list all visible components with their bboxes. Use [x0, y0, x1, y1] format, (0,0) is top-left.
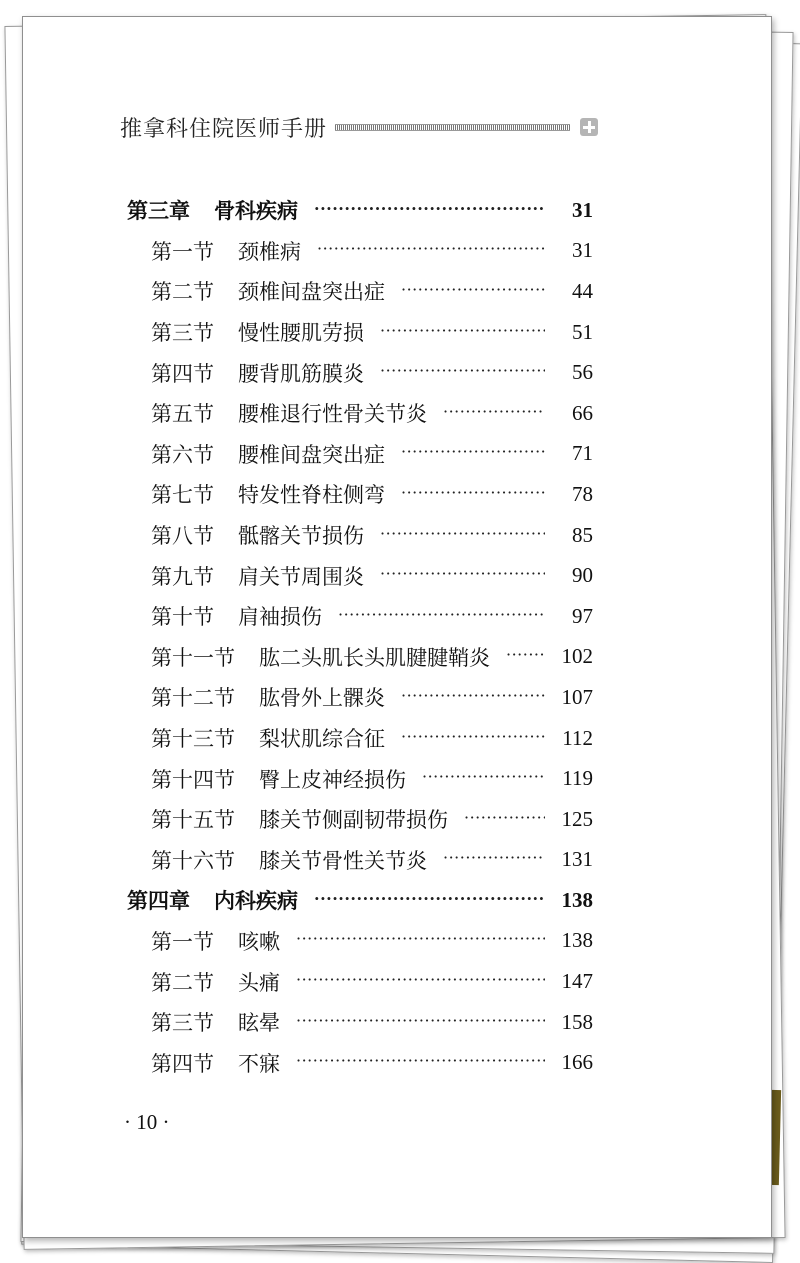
- toc-entry-number: 第十节: [151, 605, 214, 630]
- header-rule: [335, 124, 570, 131]
- toc-section-entry[interactable]: [127, 393, 593, 434]
- toc-chapter-entry[interactable]: [127, 880, 593, 921]
- toc-page-number: 71: [572, 441, 593, 466]
- dot-leader: [380, 564, 545, 583]
- toc-entry-title: 颈椎间盘突出症: [238, 280, 385, 305]
- dot-leader: [380, 524, 545, 543]
- dot-leader: [443, 402, 545, 421]
- toc-page-number: 131: [561, 847, 593, 872]
- toc-section-entry[interactable]: [127, 1002, 593, 1043]
- toc-entry-number: 第三章: [127, 198, 190, 224]
- toc-section-entry[interactable]: [127, 758, 593, 799]
- toc-page-number: 102: [561, 644, 593, 669]
- toc-entry-title: 膝关节骨性关节炎: [259, 848, 427, 873]
- dot-leader: [380, 321, 545, 340]
- toc-entry-title: 臀上皮神经损伤: [259, 767, 406, 792]
- toc-page-number: 112: [562, 725, 593, 750]
- toc-entry-title: 颈椎病: [238, 239, 301, 264]
- dot-leader: [401, 686, 545, 705]
- toc-entry-number: 第四节: [151, 1051, 214, 1076]
- toc-section-entry[interactable]: [127, 677, 593, 718]
- toc-entry-number: 第二节: [151, 970, 214, 995]
- toc-page-number: 158: [561, 1009, 593, 1034]
- dot-leader: [314, 199, 545, 218]
- toc-entry-number: 第一节: [151, 929, 214, 954]
- toc-entry-title: 肩袖损伤: [238, 605, 322, 630]
- toc-page-number: 125: [561, 806, 593, 831]
- toc-entry-title: 特发性脊柱侧弯: [238, 483, 385, 508]
- toc-section-entry[interactable]: [127, 434, 593, 475]
- dot-leader: [422, 767, 545, 786]
- toc-section-entry[interactable]: [127, 312, 593, 353]
- toc-entry-title: 眩晕: [238, 1011, 280, 1036]
- toc-entry-number: 第十一节: [151, 645, 235, 670]
- toc-entry-title: 骨科疾病: [214, 198, 298, 224]
- toc-page-number: 85: [572, 522, 593, 547]
- toc-entry-number: 第六节: [151, 442, 214, 467]
- book-title: 推拿科住院医师手册: [120, 116, 328, 142]
- toc-entry-title: 慢性腰肌劳损: [238, 321, 364, 346]
- toc-page-number: 51: [572, 319, 593, 344]
- toc-entry-number: 第一节: [151, 239, 214, 264]
- dot-leader: [506, 645, 545, 664]
- toc-section-entry[interactable]: [127, 921, 593, 962]
- toc-section-entry[interactable]: [127, 271, 593, 312]
- plus-icon: [580, 118, 598, 136]
- toc-section-entry[interactable]: [127, 718, 593, 759]
- dot-leader: [296, 970, 545, 989]
- table-of-contents: [127, 190, 593, 1083]
- toc-entry-title: 腰椎间盘突出症: [238, 442, 385, 467]
- toc-entry-number: 第四节: [151, 361, 214, 386]
- toc-entry-number: 第四章: [127, 888, 190, 914]
- dot-leader: [401, 280, 545, 299]
- dot-leader: [314, 889, 545, 908]
- toc-entry-number: 第二节: [151, 280, 214, 305]
- toc-page-number: 138: [561, 887, 593, 912]
- dot-leader: [401, 483, 545, 502]
- toc-page-number: 138: [561, 928, 593, 953]
- toc-section-entry[interactable]: [127, 474, 593, 515]
- toc-section-entry[interactable]: [127, 596, 593, 637]
- toc-entry-title: 内科疾病: [214, 888, 298, 914]
- dot-leader: [443, 848, 545, 867]
- toc-section-entry[interactable]: [127, 1042, 593, 1083]
- dot-leader: [464, 808, 545, 827]
- toc-chapter-entry[interactable]: [127, 190, 593, 231]
- toc-page-number: 78: [572, 481, 593, 506]
- toc-entry-number: 第三节: [151, 1011, 214, 1036]
- toc-entry-title: 膝关节侧副韧带损伤: [259, 808, 448, 833]
- dot-leader: [296, 1051, 545, 1070]
- toc-page-number: 166: [561, 1050, 593, 1075]
- toc-page-number: 31: [572, 197, 593, 222]
- toc-section-entry[interactable]: [127, 515, 593, 556]
- toc-page-number: 31: [572, 238, 593, 263]
- toc-entry-number: 第十六节: [151, 848, 235, 873]
- toc-entry-number: 第七节: [151, 483, 214, 508]
- toc-section-entry[interactable]: [127, 799, 593, 840]
- toc-entry-title: 咳嗽: [238, 929, 280, 954]
- dot-leader: [296, 1011, 545, 1030]
- toc-page-number: 66: [572, 400, 593, 425]
- toc-entry-title: 骶髂关节损伤: [238, 524, 364, 549]
- dot-leader: [401, 442, 545, 461]
- toc-page-number: 56: [572, 360, 593, 385]
- toc-entry-title: 肱骨外上髁炎: [259, 686, 385, 711]
- toc-entry-number: 第十五节: [151, 808, 235, 833]
- dot-leader: [380, 361, 545, 380]
- toc-page-number: 97: [572, 603, 593, 628]
- toc-entry-number: 第十二节: [151, 686, 235, 711]
- toc-section-entry[interactable]: [127, 555, 593, 596]
- toc-entry-number: 第三节: [151, 321, 214, 346]
- toc-section-entry[interactable]: [127, 352, 593, 393]
- toc-entry-title: 头痛: [238, 970, 280, 995]
- toc-page-number: 44: [572, 278, 593, 303]
- dot-leader: [296, 929, 545, 948]
- toc-entry-title: 不寐: [238, 1051, 280, 1076]
- toc-section-entry[interactable]: [127, 637, 593, 678]
- toc-entry-number: 第十四节: [151, 767, 235, 792]
- dot-leader: [317, 239, 545, 258]
- toc-page-number: 147: [561, 969, 593, 994]
- toc-page-number: 119: [562, 766, 593, 791]
- toc-section-entry[interactable]: [127, 961, 593, 1002]
- toc-section-entry[interactable]: [127, 840, 593, 881]
- running-header: [120, 112, 598, 142]
- toc-entry-title: 肩关节周围炎: [238, 564, 364, 589]
- toc-entry-title: 肱二头肌长头肌腱腱鞘炎: [259, 645, 490, 670]
- dot-leader: [401, 727, 545, 746]
- toc-page-number: 90: [572, 563, 593, 588]
- toc-entry-number: 第十三节: [151, 727, 235, 752]
- toc-entry-title: 梨状肌综合征: [259, 727, 385, 752]
- toc-entry-title: 腰背肌筋膜炎: [238, 361, 364, 386]
- toc-section-entry[interactable]: [127, 231, 593, 272]
- toc-page-number: 107: [561, 684, 593, 709]
- toc-entry-number: 第九节: [151, 564, 214, 589]
- page-number: · 10 ·: [124, 1110, 170, 1134]
- dot-leader: [338, 605, 545, 624]
- toc-entry-number: 第五节: [151, 402, 214, 427]
- toc-entry-number: 第八节: [151, 524, 214, 549]
- toc-entry-title: 腰椎退行性骨关节炎: [238, 402, 427, 427]
